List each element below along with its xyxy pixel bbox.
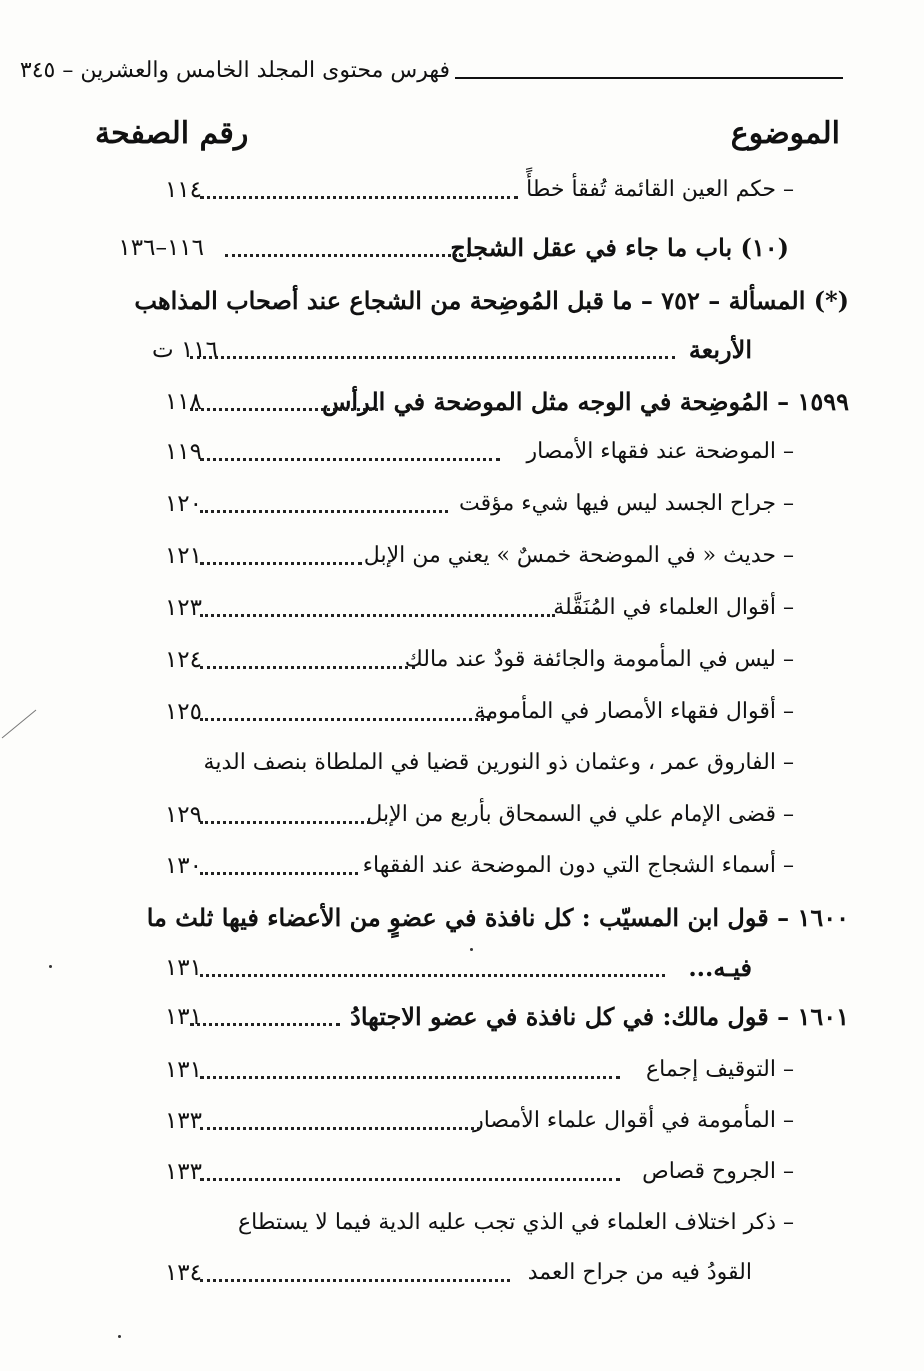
toc-entry-text: فيـه... [688,953,752,982]
dot-leader [190,1023,340,1026]
toc-entry-text: (١٠) باب ما جاء في عقل الشجاج [450,233,789,262]
toc-entry-text: – أقوال العلماء في المُنَقَّلة [553,595,794,620]
toc-entry-text: – التوقيف إجماع [646,1057,794,1082]
dot-leader [200,614,555,617]
toc-page-number: ١٣٣ [164,1108,202,1134]
dot-leader [200,718,490,721]
toc-row [0,898,924,938]
toc-row [0,1253,924,1293]
toc-entry-text: ١٦٠٠ – قول ابن المسيّب : كل نافذة في عضوٍ من الأعضاء فيها ثلث ما [146,903,849,932]
toc-row [0,743,924,783]
toc-row [0,432,924,472]
dot-leader [200,872,358,875]
scan-speck [118,1335,121,1338]
header-rule [455,77,843,79]
dot-leader [200,666,415,669]
toc-page-number: ١٢٣ [164,595,202,621]
running-header: فهرس محتوى المجلد الخامس والعشرين – ٣٤٥ [19,58,450,83]
toc-page-number: ١١٦ ت [151,337,218,363]
toc-row [0,640,924,680]
dot-leader [190,408,378,411]
toc-page-number: ١٣٠ [164,853,202,879]
dot-leader [200,196,518,199]
toc-page-number: ١١٦–١٣٦ [118,235,204,261]
toc-row [0,1203,924,1243]
toc-entry-text: – الفاروق عمر ، وعثمان ذو النورين قضيا في الملطاة بنصف الدية [203,750,794,775]
toc-entry-text: – قضى الإمام علي في السمحاق بأربع من الإبل [366,802,794,827]
dot-leader [200,562,362,565]
toc-entry-text: – أقوال فقهاء الأمصار في المأمومة [474,699,794,724]
toc-entry-text: ١٥٩٩ – المُوضِحة في الوجه مثل الموضحة في الرأس [322,387,849,416]
toc-page-number: ١١٩ [164,439,202,465]
toc-row [0,382,924,422]
column-header-page: رقم الصفحة [95,116,249,151]
dot-leader [200,821,370,824]
toc-row [0,692,924,732]
toc-row [0,948,924,988]
toc-row [0,1101,924,1141]
toc-page-number: ١٣١ [164,955,202,981]
toc-row [0,170,924,210]
toc-row [0,536,924,576]
dot-leader [225,254,470,257]
toc-row [0,228,924,268]
toc-entry-text: – الجروح قصاص [642,1159,794,1184]
toc-page-number: ١١٤ [164,177,202,203]
dot-leader [190,356,675,359]
toc-page-number: ١٢٠ [164,491,202,517]
toc-entry-text: – جراح الجسد ليس فيها شيء مؤقت [459,491,794,516]
toc-entry-text: – ذكر اختلاف العلماء في الذي تجب عليه الدية فيما لا يستطاع [238,1210,794,1235]
toc-page-number: ١٢٤ [164,647,202,673]
toc-entry-text: – حديث « في الموضحة خمسٌ » يعني من الإبل [363,543,794,568]
toc-page-number: ١٢٩ [164,802,202,828]
column-header-topic: الموضوع [730,116,840,151]
scan-speck [470,948,473,951]
dot-leader [200,1076,620,1079]
toc-row [0,997,924,1037]
dot-leader [200,1279,510,1282]
toc-entry-text: (*) المسألة – ٧٥٢ – ما قبل المُوضِحة من الشجاع عند أصحاب المذاهب [134,286,849,315]
toc-entry-text: ١٦٠١ – قول مالك: في كل نافذة في عضو الاجتهادُ [350,1002,849,1031]
toc-row [0,795,924,835]
toc-page-number: ١٣٣ [164,1159,202,1185]
dot-leader [200,458,500,461]
toc-entry-text: – حكم العين القائمة تُفقأ خطأً [526,177,794,202]
dot-leader [200,974,665,977]
toc-page-number: ١٣٤ [164,1260,202,1286]
toc-page-number: ١٣١ [164,1057,202,1083]
toc-page-number: ١٢٥ [164,699,202,725]
toc-page-number: ١١٨ [164,389,202,415]
toc-row [0,1050,924,1090]
toc-entry-text: الأربعة [688,335,752,364]
toc-row [0,588,924,628]
toc-entry-text: القودُ فيه من جراح العمد [527,1260,752,1285]
toc-entry-text: – الموضحة عند فقهاء الأمصار [526,439,794,464]
toc-entry-text: – ليس في المأمومة والجائفة قودٌ عند مالك [404,647,794,672]
toc-row [0,484,924,524]
toc-row [0,281,924,321]
toc-entry-text: – المأمومة في أقوال علماء الأمصار [473,1108,794,1133]
toc-row [0,1152,924,1192]
dot-leader [200,1127,480,1130]
dot-leader [200,1178,620,1181]
toc-page-number: ١٢١ [164,543,202,569]
toc-row [0,330,924,370]
scan-speck [49,965,52,968]
toc-page-number: ١٣١ [164,1004,202,1030]
dot-leader [200,510,448,513]
scan-mark [0,700,40,740]
toc-row [0,846,924,886]
toc-entry-text: – أسماء الشجاج التي دون الموضحة عند الفقهاء [362,853,794,878]
